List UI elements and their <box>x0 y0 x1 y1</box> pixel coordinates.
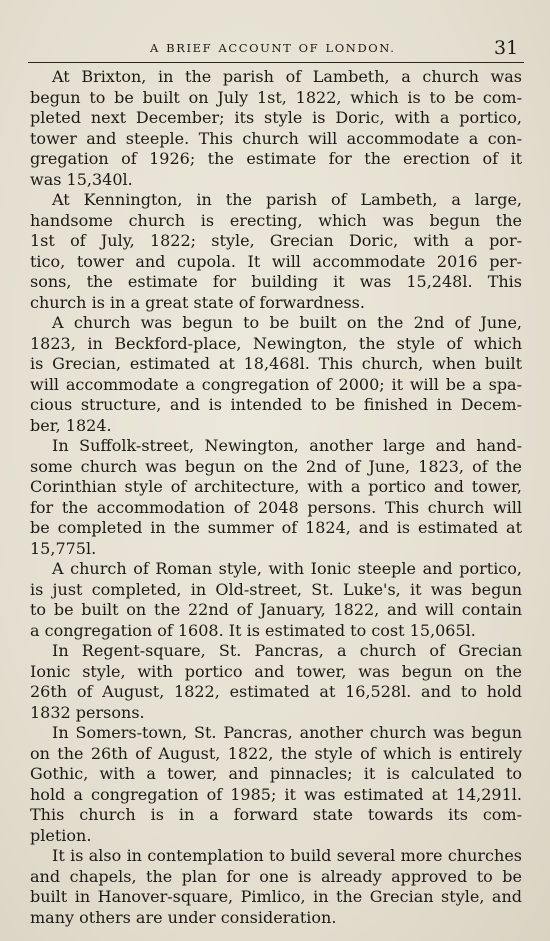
page-number: 31 <box>494 37 519 59</box>
paragraph-text <box>30 641 522 723</box>
text-line: gregation of 1926; the estimate for the erection of it <box>30 149 522 168</box>
text-line: sons, the estimate for building it was 15,248l. This <box>30 272 522 291</box>
paragraph <box>30 846 522 928</box>
text-line: pleted next December; its style is Doric, with a portico, <box>30 108 522 127</box>
paragraph-text <box>30 436 522 559</box>
text-line: was 15,340l. <box>30 169 133 189</box>
text-line: to be built on the 22nd of January, 1822, and will contain <box>30 600 522 619</box>
text-line: 1823, in Beckford-place, Newington, the style of which <box>30 333 522 353</box>
paragraph <box>30 641 522 723</box>
text-line: be completed in the summer of 1824, and is estimated at <box>30 518 522 537</box>
paragraph <box>30 67 522 190</box>
text-line: It is also in contemplation to build several more churches <box>52 846 522 865</box>
text-line: church is in a great state of forwardness. <box>30 292 365 312</box>
paragraph-text <box>30 723 522 846</box>
text-line: and chapels, the plan for one is already approved to be <box>30 866 522 886</box>
paragraph-text <box>30 846 522 928</box>
text-line: Ionic style, with portico and tower, was begun on the <box>30 661 522 681</box>
body-text <box>30 67 522 928</box>
running-head-title: A BRIEF ACCOUNT OF LONDON. <box>150 41 396 55</box>
text-line: cious structure, and is intended to be finished in Decem- <box>30 395 522 414</box>
text-line: tico, tower and cupola. It will accommodate 2016 per- <box>30 251 522 271</box>
text-line: In Regent-square, St. Pancras, a church of Grecian <box>52 641 522 660</box>
paragraph <box>30 436 522 559</box>
text-line: for the accommodation of 2048 persons. This church will <box>30 497 522 517</box>
text-line: many others are under consideration. <box>30 907 337 927</box>
text-line: Gothic, with a tower, and pinnacles; it is calculated to <box>30 764 522 783</box>
text-line: will accommodate a congregation of 2000; it will be a spa- <box>30 374 522 394</box>
text-line: Corinthian style of architecture, with a portico and tower, <box>30 477 522 496</box>
text-line: At Brixton, in the parish of Lambeth, a church was <box>52 67 522 86</box>
header-rule <box>28 62 524 63</box>
text-line: In Suffolk-street, Newington, another large and hand- <box>52 436 522 455</box>
text-line: 26th of August, 1822, estimated at 16,528l. and to hold <box>30 682 522 701</box>
text-line: hold a congregation of 1985; it was estimated at 14,291l. <box>30 784 522 804</box>
running-head <box>0 38 550 64</box>
text-line: is Grecian, estimated at 18,468l. This church, when built <box>30 354 522 373</box>
paragraph <box>30 313 522 436</box>
text-line: built in Hanover-square, Pimlico, in the Grecian style, and <box>30 887 522 906</box>
paragraph-text <box>30 559 522 641</box>
text-line: some church was begun on the 2nd of June, 1823, of the <box>30 456 522 476</box>
text-line: At Kennington, in the parish of Lambeth, a large, <box>52 190 522 209</box>
paragraph-text <box>30 67 522 190</box>
paragraph <box>30 559 522 641</box>
text-line: a congregation of 1608. It is estimated to cost 15,065l. <box>30 620 476 640</box>
text-line: A church was begun to be built on the 2nd of June, <box>52 313 522 332</box>
text-line: In Somers-town, St. Pancras, another church was begun <box>52 723 522 742</box>
text-line: handsome church is erecting, which was begun the <box>30 210 522 230</box>
text-line: tower and steeple. This church will accommodate a con- <box>30 128 522 148</box>
text-line: This church is in a forward state towards its com- <box>30 805 522 824</box>
text-line: begun to be built on July 1st, 1822, which is to be com- <box>30 87 522 107</box>
text-line: is just completed, in Old-street, St. Luke's, it was begun <box>30 579 522 599</box>
paragraph-text <box>30 313 522 436</box>
text-line: on the 26th of August, 1822, the style of which is entirely <box>30 743 522 763</box>
text-line: 1832 persons. <box>30 702 145 722</box>
paragraph <box>30 190 522 313</box>
paragraph <box>30 723 522 846</box>
text-line: 1st of July, 1822; style, Grecian Doric, with a por- <box>30 231 522 250</box>
text-line: pletion. <box>30 825 92 845</box>
text-line: A church of Roman style, with Ionic steeple and portico, <box>52 559 522 578</box>
text-line: 15,775l. <box>30 538 97 558</box>
paragraph-text <box>30 190 522 313</box>
text-line: ber, 1824. <box>30 415 112 435</box>
